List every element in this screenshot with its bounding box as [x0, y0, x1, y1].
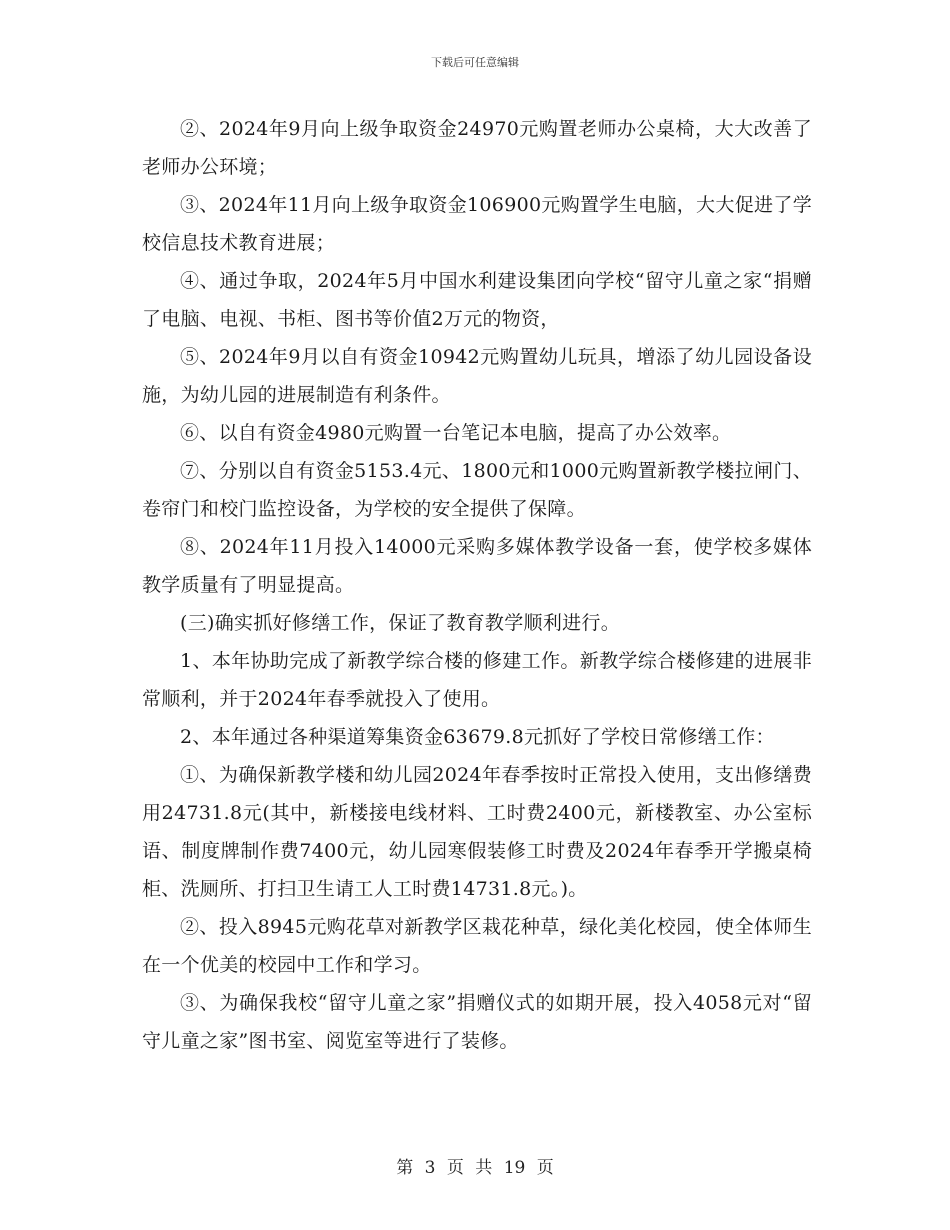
page-number-footer: 第 3 页 共 19 页 — [396, 1158, 554, 1178]
paragraph: 1、本年协助完成了新教学综合楼的修建工作。新教学综合楼修建的进展非常顺利，并于2024年春季就投入了使用。 — [142, 650, 812, 710]
paragraph: ②、2024年9月向上级争取资金24970元购置老师办公桌椅，大大改善了老师办公环境； — [142, 118, 812, 178]
section-heading: (三)确实抓好修缮工作，保证了教育教学顺利进行。 — [180, 612, 621, 634]
paragraph: ⑦、分别以自有资金5153.4元、1800元和1000元购置新教学楼拉闸门、卷帘门和校门监控设备，为学校的安全提供了保障。 — [142, 460, 812, 520]
paragraph: ⑤、2024年9月以自有资金10942元购置幼儿玩具，增添了幼儿园设备设施，为幼儿园的进展制造有利条件。 — [142, 346, 812, 406]
paragraph: ⑥、以自有资金4980元购置一台笔记本电脑，提高了办公效率。 — [180, 422, 732, 444]
paragraph: ④、通过争取，2024年5月中国水利建设集团向学校“留守儿童之家“捐赠了电脑、电视、书柜、图书等价值2万元的物资， — [142, 270, 812, 330]
document-body — [142, 110, 812, 1060]
paragraph: 2、本年通过各种渠道筹集资金63679.8元抓好了学校日常修缮工作： — [180, 726, 775, 748]
paragraph: ③、2024年11月向上级争取资金106900元购置学生电脑，大大促进了学校信息技术教育进展； — [142, 194, 812, 254]
paragraph: ⑧、2024年11月投入14000元采购多媒体教学设备一套，使学校多媒体教学质量有了明显提高。 — [142, 536, 812, 596]
page-header-note: 下载后可任意编辑 — [431, 56, 519, 69]
paragraph: ②、投入8945元购花草对新教学区栽花种草，绿化美化校园，使全体师生在一个优美的校园中工作和学习。 — [142, 916, 812, 976]
paragraph: ③、为确保我校“留守儿童之家”捐赠仪式的如期开展，投入4058元对“留守儿童之家”图书室、阅览室等进行了装修。 — [142, 992, 812, 1052]
paragraph: ①、为确保新教学楼和幼儿园2024年春季按时正常投入使用，支出修缮费用24731.8元(其中，新楼接电线材料、工时费2400元，新楼教室、办公室标语、制度牌制作费7400元，幼儿园寒假装修工时费及2024年春季开学搬桌椅柜、洗厕所、打扫卫生请工人工时费14731.8元。)。 — [142, 764, 812, 900]
